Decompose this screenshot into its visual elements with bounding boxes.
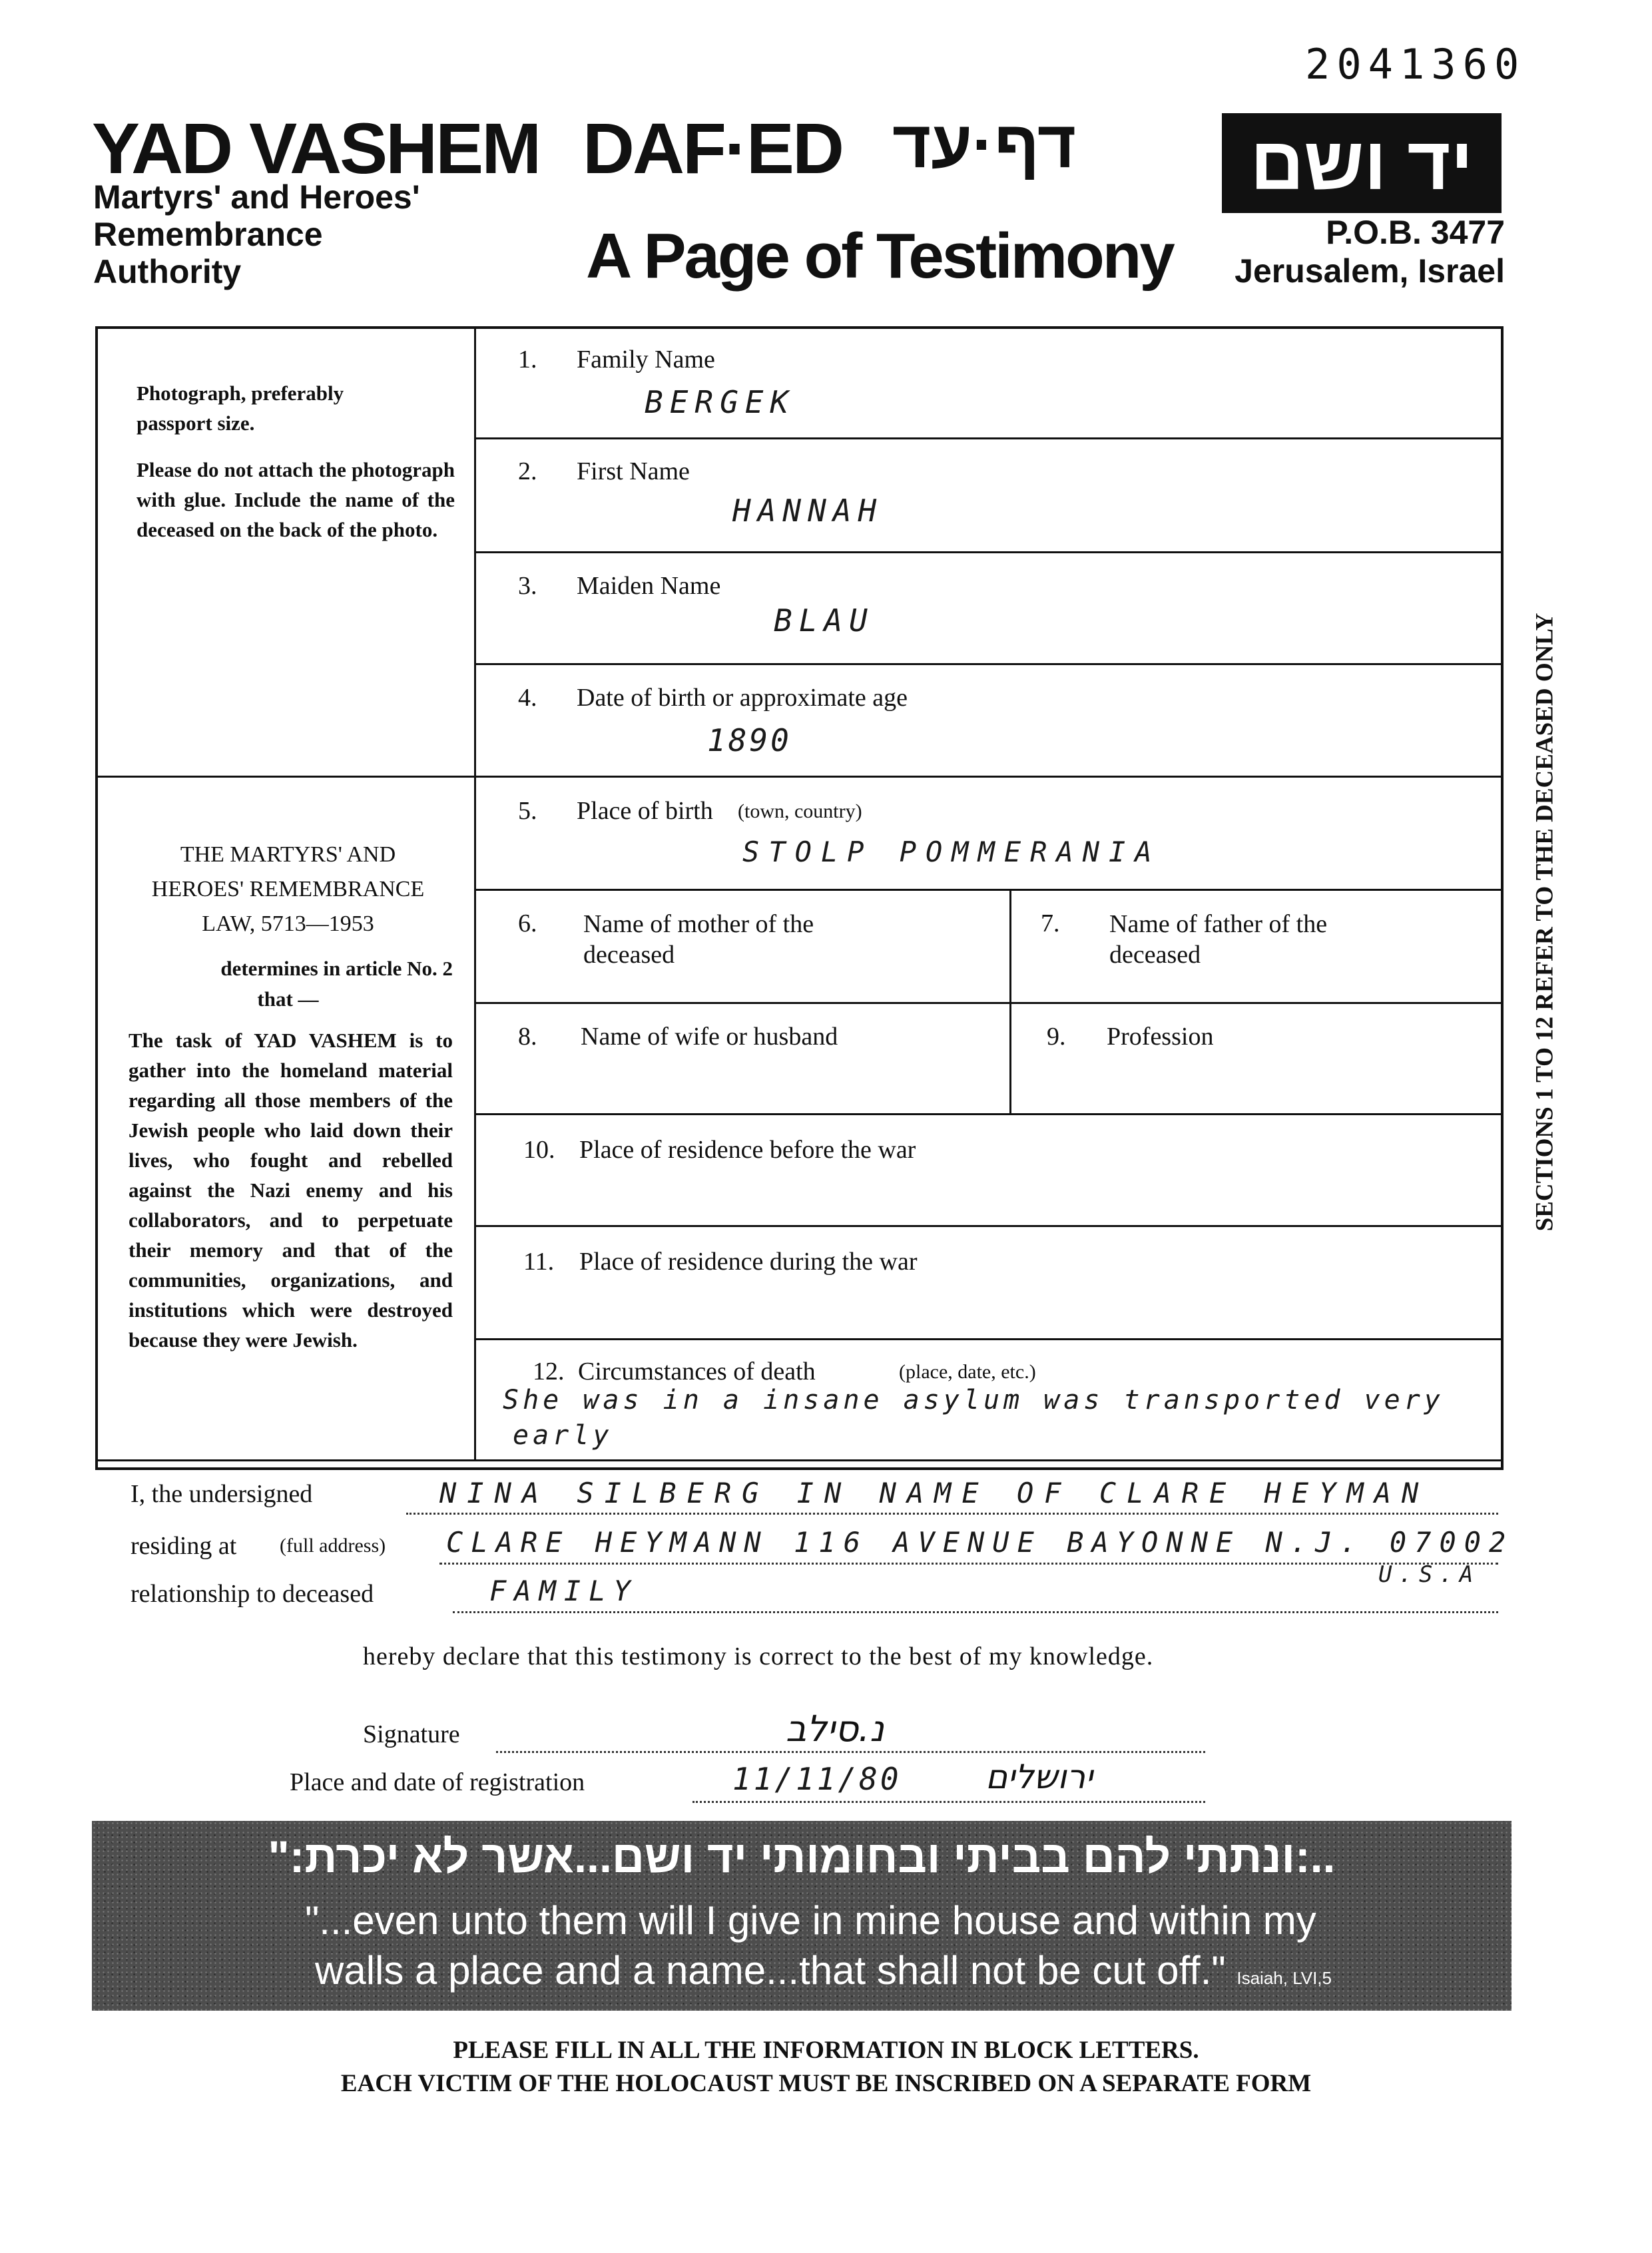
field-3-number: 3. — [518, 572, 537, 600]
form-bottom-divider — [97, 1459, 1503, 1461]
field-10-number: 10. — [523, 1136, 555, 1164]
left-panel-divider — [474, 328, 476, 1459]
field-7-number: 7. — [1041, 909, 1060, 937]
field-7-label-line: deceased — [1109, 941, 1201, 969]
law-text: The task of YAD VASHEM is to gather into the homeland material regarding all those members of the Jewish people who laid down their lives, who fought and rebelled against the Nazi enemy and his collaborators, and to perpetuate their memory and that of the communities, organizations, and institutions which were destroyed because they were Jewish. — [129, 1029, 453, 1352]
field-4-value[interactable]: 1890 — [707, 722, 792, 758]
field-7-label-line: Name of father of the — [1109, 910, 1328, 938]
footer-line-1: PLEASE FILL IN ALL THE INFORMATION IN BLOCK LETTERS. — [453, 2037, 1199, 2064]
city: Jerusalem, Israel — [1235, 252, 1505, 290]
signature-line — [496, 1751, 1205, 1753]
field-8-number: 8. — [518, 1023, 537, 1051]
field-9-label: Profession — [1107, 1023, 1214, 1051]
law-heading — [103, 838, 473, 941]
signature-value[interactable]: נ.סילב — [786, 1708, 884, 1750]
field-9-number: 9. — [1047, 1023, 1066, 1051]
law-heading-line: THE MARTYRS' AND — [180, 842, 396, 867]
pob: P.O.B. 3477 — [1326, 214, 1505, 251]
signature-label: Signature — [363, 1720, 460, 1748]
place-date-line — [692, 1801, 1205, 1803]
field-5-hint: (town, country) — [738, 800, 862, 822]
org-subtitle-line: Authority — [93, 253, 242, 290]
place-date-value[interactable]: 11/11/80 — [732, 1761, 902, 1797]
relationship-label: relationship to deceased — [131, 1580, 374, 1608]
field-6-label-line: Name of mother of the — [583, 910, 814, 938]
row-divider — [474, 551, 1503, 553]
relationship-line — [453, 1611, 1498, 1613]
field-1-label: Family Name — [577, 346, 715, 374]
field-12-number: 12. — [533, 1358, 565, 1385]
row-divider — [474, 663, 1503, 665]
field-10-label: Place of residence before the war — [579, 1136, 916, 1164]
residing-line — [439, 1563, 1498, 1565]
field-1-value[interactable]: BERGEK — [645, 384, 796, 420]
org-name: YAD VASHEM — [92, 108, 540, 188]
postal-address — [1219, 213, 1505, 290]
column-divider — [1009, 889, 1011, 1113]
field-11-number: 11. — [523, 1248, 555, 1276]
field-6-label — [583, 909, 814, 970]
field-3-label: Maiden Name — [577, 572, 721, 600]
field-4-label: Date of birth or approximate age — [577, 684, 908, 712]
banner-english-quote-line-2 — [315, 1947, 1332, 1993]
field-4-number: 4. — [518, 684, 537, 712]
law-article: determines in article No. 2 — [220, 957, 453, 980]
law-that: that — — [257, 987, 319, 1011]
photo-note-line: passport size. — [137, 411, 255, 435]
field-6-label-line: deceased — [583, 941, 675, 969]
row-divider — [474, 1338, 1503, 1340]
residing-label: residing at — [131, 1532, 237, 1560]
field-2-number: 2. — [518, 457, 537, 485]
side-caption-text: SECTIONS 1 TO 12 REFER TO THE DECEASED ONLY — [1531, 613, 1559, 1232]
law-heading-line: LAW, 5713—1953 — [202, 911, 374, 936]
field-12-label: Circumstances of death — [578, 1358, 816, 1385]
field-3-value[interactable]: BLAU — [774, 603, 874, 638]
field-2-value[interactable]: HANNAH — [732, 493, 884, 529]
field-2-label: First Name — [577, 457, 690, 485]
undersigned-line — [406, 1513, 1498, 1515]
place-date-label: Place and date of registration — [290, 1768, 585, 1796]
field-5-value[interactable]: STOLP POMMERANIA — [742, 836, 1161, 868]
residing-value[interactable]: CLARE HEYMANN 116 AVENUE BAYONNE N.J. 07002 — [446, 1526, 1514, 1559]
document-number: 2041360 — [1305, 40, 1526, 89]
row-divider — [474, 1002, 1503, 1004]
undersigned-label: I, the undersigned — [131, 1480, 313, 1508]
relationship-value[interactable]: FAMILY — [489, 1575, 639, 1607]
row-divider — [474, 1113, 1503, 1115]
dafed-hebrew-title: דף·עד — [892, 107, 1077, 182]
side-caption — [1518, 539, 1571, 1305]
quote-banner — [92, 1821, 1512, 2011]
field-7-label — [1109, 909, 1327, 970]
declaration-statement: hereby declare that this testimony is correct to the best of my knowledge. — [363, 1642, 1154, 1670]
banner-citation: Isaiah, LVI,5 — [1237, 1968, 1332, 1988]
org-subtitle-line: Martyrs' and Heroes' — [93, 178, 420, 216]
banner-english-quote-text: walls a place and a name...that shall not be cut off." — [315, 1948, 1226, 1993]
undersigned-value[interactable]: NINA SILBERG IN NAME OF CLARE HEYMAN — [439, 1477, 1430, 1509]
row-divider — [474, 889, 1503, 891]
org-subtitle-line: Remembrance — [93, 216, 323, 253]
law-heading-line: HEROES' REMEMBRANCE — [151, 877, 425, 901]
photo-instructions: Please do not attach the photograph with glue. Include the name of the deceased on the back of the photo. — [137, 458, 455, 541]
yad-vashem-logo: יד ושם — [1222, 113, 1502, 213]
photo-area-divider — [97, 776, 474, 778]
org-subtitle — [93, 178, 420, 290]
field-11-label: Place of residence during the war — [579, 1248, 918, 1276]
field-12-value-line-2[interactable]: early — [513, 1420, 613, 1451]
field-6-number: 6. — [518, 909, 537, 937]
field-5-label: Place of birth — [577, 797, 713, 825]
banner-english-quote-line-1: "...even unto them will I give in mine house and within my — [305, 1898, 1316, 1943]
field-12-hint: (place, date, etc.) — [899, 1361, 1036, 1383]
residing-value-country[interactable]: U.S.A — [1378, 1561, 1480, 1588]
row-divider — [474, 776, 1503, 778]
field-8-label: Name of wife or husband — [581, 1023, 838, 1051]
place-date-hebrew[interactable]: ירושלים — [985, 1758, 1093, 1796]
banner-hebrew-quote: ..:ונתתי להם בביתי ובחומותי יד ושם...אשר לא יכרת:" — [268, 1832, 1336, 1882]
photo-note — [137, 378, 449, 438]
field-1-number: 1. — [518, 346, 537, 374]
page-title: A Page of Testimony — [586, 220, 1173, 292]
footer-line-2: EACH VICTIM OF THE HOLOCAUST MUST BE INSCRIBED ON A SEPARATE FORM — [340, 2070, 1312, 2097]
photo-note-line: Photograph, preferably — [137, 381, 344, 405]
field-5-number: 5. — [518, 797, 537, 825]
dafed-title: DAF·ED — [583, 108, 842, 188]
row-divider — [474, 1225, 1503, 1227]
row-divider — [474, 437, 1503, 439]
residing-hint: (full address) — [280, 1535, 386, 1557]
field-12-value-line-1[interactable]: She was in a insane asylum was transported very — [503, 1385, 1444, 1415]
